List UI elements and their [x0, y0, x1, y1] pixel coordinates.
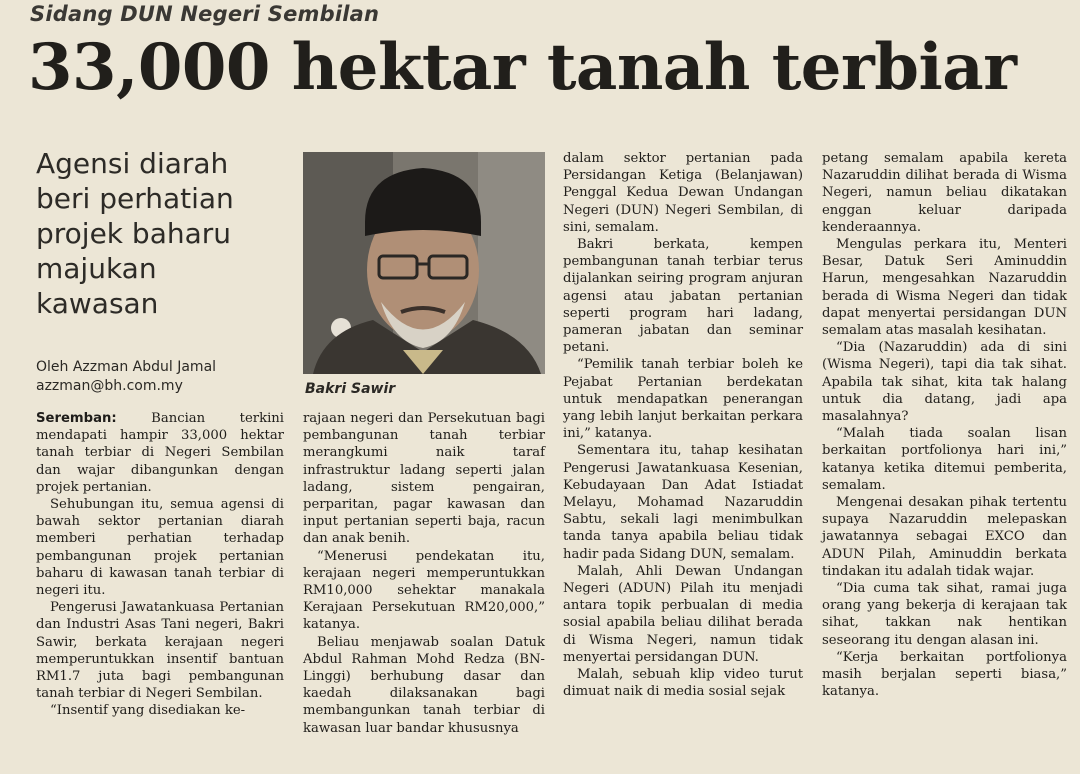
paragraph: Sehubungan itu, semua agensi di bawah sektor pertanian diarah memberi perhatian terhadap pembangunan projek pertanian baharu di kawasan tanah terbiar di negeri itu.: [36, 497, 284, 599]
portrait-photo: [303, 152, 545, 374]
kicker: Sidang DUN Negeri Sembilan: [30, 2, 380, 26]
column-1: [36, 410, 284, 720]
paragraph: Sementara itu, tahap kesihatan Pengerusi Jawatankuasa Kesenian, Kebudayaan Dan Adat Istiadat Melayu, Mohamad Nazaruddin Sabtu, sekali lagi menimbulkan tanda tanya apabila beliau tidak hadir pada Sidang DUN, semalam.: [563, 443, 803, 562]
byline-email: azzman@bh.com.my: [36, 378, 183, 394]
deck: [36, 146, 286, 321]
paragraph: [36, 410, 284, 496]
deck-line: Agensi diarah: [36, 147, 229, 180]
paragraph: petang semalam apabila kereta Nazaruddin dilihat berada di Wisma Negeri, namun beliau dikatakan enggan keluar daripada kenderaannya.: [822, 151, 1067, 235]
deck-line: beri perhatian: [36, 182, 234, 215]
portrait-illustration: [303, 152, 545, 374]
paragraph: “Menerusi pendekatan itu, kerajaan negeri memperuntukkan RM10,000 sehektar manakala Kerajaan Persekutuan RM20,000,” katanya.: [303, 548, 545, 633]
column-4: [822, 150, 1067, 701]
paragraph: “Dia cuma tak sihat, ramai juga orang yang bekerja di kerajaan tak sihat, takkan nak hentikan seseorang itu dengan alasan ini.: [822, 581, 1067, 648]
photo-caption: Bakri Sawir: [305, 381, 396, 397]
paragraph: “Insentif yang disediakan ke-: [50, 703, 246, 719]
paragraph: dalam sektor pertanian pada Persidangan Ketiga (Belanjawan) Penggal Kedua Dewan Undangan Negeri (DUN) Negeri Sembilan, di sini, semalam.: [563, 151, 803, 235]
paragraph: “Dia (Nazaruddin) ada di sini (Wisma Negeri), tapi dia tak sihat. Apabila tak sihat, kita tak halang untuk dia datang, jadi apa masalahnya?: [822, 340, 1067, 425]
paragraph-text: Bancian terkini mendapati hampir 33,000 hektar tanah terbiar di Negeri Sembilan dan wajar dibangunkan dengan projek pertanian.: [36, 411, 284, 495]
headline: 33,000 hektar tanah terbiar: [28, 30, 1017, 105]
paragraph: Mengenai desakan pihak tertentu supaya Nazaruddin melepaskan jawatannya sebagai EXCO dan ADUN Pilah, Aminuddin berkata tindakan itu adalah tidak wajar.: [822, 495, 1067, 579]
deck-line: kawasan: [36, 287, 159, 320]
byline: [36, 358, 216, 396]
paragraph: Pengerusi Jawatankuasa Pertanian dan Industri Asas Tani negeri, Bakri Sawir, berkata kerajaan negeri memperuntukkan insentif bantuan RM1.7 juta bagi pembangunan tanah terbiar di Negeri Sembilan.: [36, 600, 284, 702]
dateline: Seremban:: [36, 411, 117, 426]
paragraph: Beliau menjawab soalan Datuk Abdul Rahman Mohd Redza (BN-Linggi) berhubung dasar dan kaedah dilaksanakan bagi membangunkan tanah terbiar di kawasan luar bandar khususnya: [303, 634, 545, 736]
paragraph: rajaan negeri dan Persekutuan bagi pembangunan tanah terbiar merangkumi naik taraf infrastruktur ladang seperti jalan ladang, sistem pengairan, perparitan, pagar kawasan dan input pertanian seperti baja, racun dan anak benih.: [303, 411, 545, 547]
deck-line: majukan: [36, 252, 157, 285]
column-3: [563, 150, 803, 701]
paragraph: Mengulas perkara itu, Menteri Besar, Datuk Seri Aminuddin Harun, mengesahkan Nazaruddin berada di Wisma Negeri dan tidak dapat menyertai persidangan DUN semalam atas masalah kesihatan.: [822, 237, 1067, 339]
paragraph: “Kerja berkaitan portfolionya masih berjalan seperti biasa,” katanya.: [822, 649, 1067, 700]
paragraph: Malah, sebuah klip video turut dimuat naik di media sosial sejak: [563, 667, 803, 700]
column-2: [303, 410, 545, 737]
paragraph: Malah, Ahli Dewan Undangan Negeri (ADUN) Pilah itu menjadi antara topik perbualan di media sosial apabila beliau dilihat berada di Wisma Negeri, namun tidak menyertai persidangan DUN.: [563, 563, 803, 665]
paragraph: “Malah tiada soalan lisan berkaitan portfolionya hari ini,” katanya ketika ditemui pemberita, semalam.: [822, 426, 1067, 493]
byline-author: Oleh Azzman Abdul Jamal: [36, 359, 217, 375]
paragraph: “Pemilik tanah terbiar boleh ke Pejabat Pertanian berdekatan untuk mendapatkan penerangan yang lebih lanjut berkaitan perkara ini,” katanya.: [563, 357, 803, 442]
paragraph: Bakri berkata, kempen pembangunan tanah terbiar terus dijalankan seiring program anjuran agensi atau jabatan pertanian seperti program hari ladang, pameran jabatan dan seminar petani.: [563, 237, 803, 356]
deck-line: projek baharu: [36, 217, 232, 250]
